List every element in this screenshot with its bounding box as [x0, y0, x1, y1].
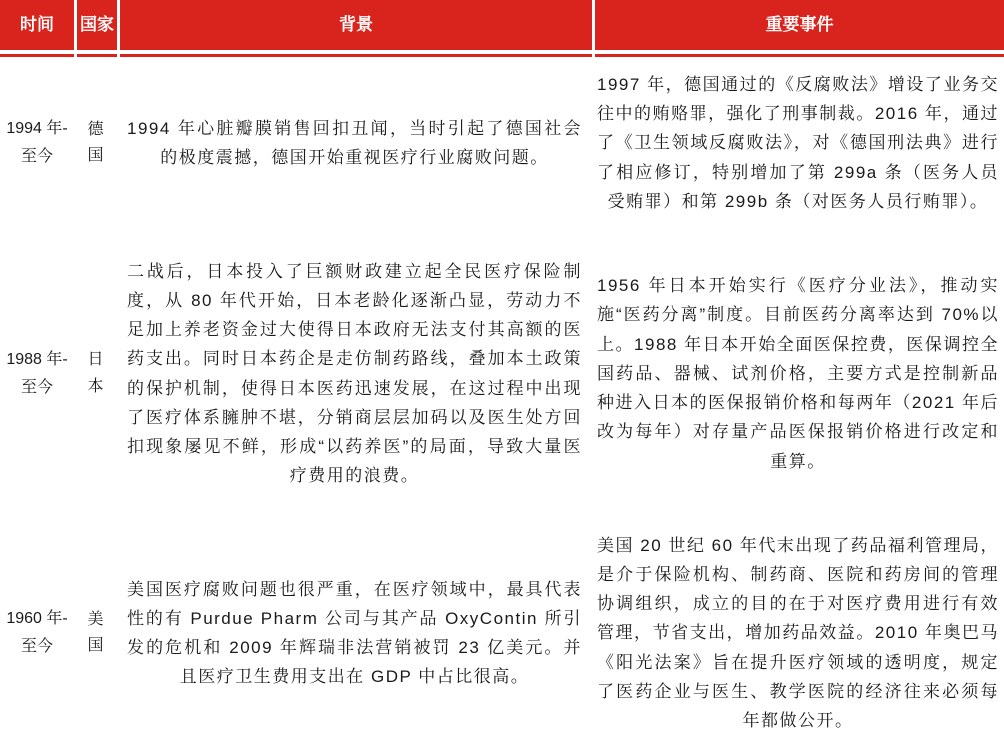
col-header-background: 背景 — [117, 0, 592, 50]
time-cell — [0, 518, 74, 748]
country-cell — [74, 229, 117, 518]
table-row — [0, 518, 1004, 748]
background-text: 二战后，日本投入了巨额财政建立起全民医疗保险制度，从 80 年代开始，日本老龄化逐渐凸显，劳动力不足加上养老资金过大使得日本政府无法支付其高额的医药支出。同时日本药企是走仿制药路线，叠加本土政策的保护机制，使得日本医药迅速发展，在这过程中出现了医疗体系臃肿不堪，分销商层层加码以及医生处方回扣现象屡见不鲜，形成“以药养医”的局面，导致大量医疗费用的浪费。 — [127, 261, 582, 486]
background-text: 美国医疗腐败问题也很严重，在医疗领域中，最具代表性的有 Purdue Pharm 公司与其产品 OxyContin 所引发的危机和 2009 年辉瑞非法营销被罚 23 亿美元。并且医疗卫生费用支出在 GDP 中占比很高。 — [127, 579, 582, 687]
col-header-events: 重要事件 — [592, 0, 1004, 50]
background-cell — [117, 57, 592, 229]
events-text: 1997 年，德国通过的《反腐败法》增设了业务交往中的贿赂罪，强化了刑事制裁。2016 年，通过了《卫生领域反腐败法》，对《德国刑法典》进行了相应修订，特别增加了第 299a 条（医务人员受贿罪）和第 299b 条（对医务人员行贿罪）。 — [597, 74, 999, 211]
background-text: 1994 年心脏瓣膜销售回扣丑闻，当时引起了德国社会的极度震撼，德国开始重视医疗行业腐败问题。 — [127, 118, 582, 167]
country-value: 德国 — [87, 120, 104, 164]
time-cell — [0, 57, 74, 229]
time-cell — [0, 229, 74, 518]
events-cell — [592, 229, 1004, 518]
time-value: 1960 年-至今 — [6, 610, 68, 655]
country-value: 美国 — [87, 610, 104, 654]
country-cell — [74, 518, 117, 748]
events-text: 1956 年日本开始实行《医疗分业法》，推动实施“医药分离”制度。目前医药分离率达到 70%以上。1988 年日本开始全面医保控费，医保调控全国药品、器械、试剂价格，主要方式是控制新品种进入日本的医保报销价格和每两年（2021 年后改为每年）对存量产品医保报销价格进行改定和重算。 — [597, 276, 999, 471]
table-header-row — [0, 0, 1004, 50]
time-value: 1988 年-至今 — [6, 350, 68, 396]
events-cell — [592, 518, 1004, 748]
background-cell — [117, 229, 592, 518]
table-row — [0, 57, 1004, 229]
col-header-country: 国家 — [74, 0, 117, 50]
time-value: 1994 年-至今 — [6, 120, 68, 165]
table-row — [0, 229, 1004, 518]
col-header-time: 时间 — [20, 15, 54, 35]
events-cell — [592, 57, 1004, 229]
country-value: 日本 — [87, 351, 104, 395]
events-text: 美国 20 世纪 60 年代末出现了药品福利管理局，是介于保险机构、制药商、医院和药房间的管理协调组织，成立的目的在于对医疗费用进行有效管理，节省支出，增加药品效益。2010 年奥巴马《阳光法案》旨在提升医疗领域的透明度，规定了医药企业与医生、教学医院的经济往来必须每年都做公开。 — [597, 535, 999, 731]
background-cell — [117, 518, 592, 748]
country-cell — [74, 57, 117, 229]
